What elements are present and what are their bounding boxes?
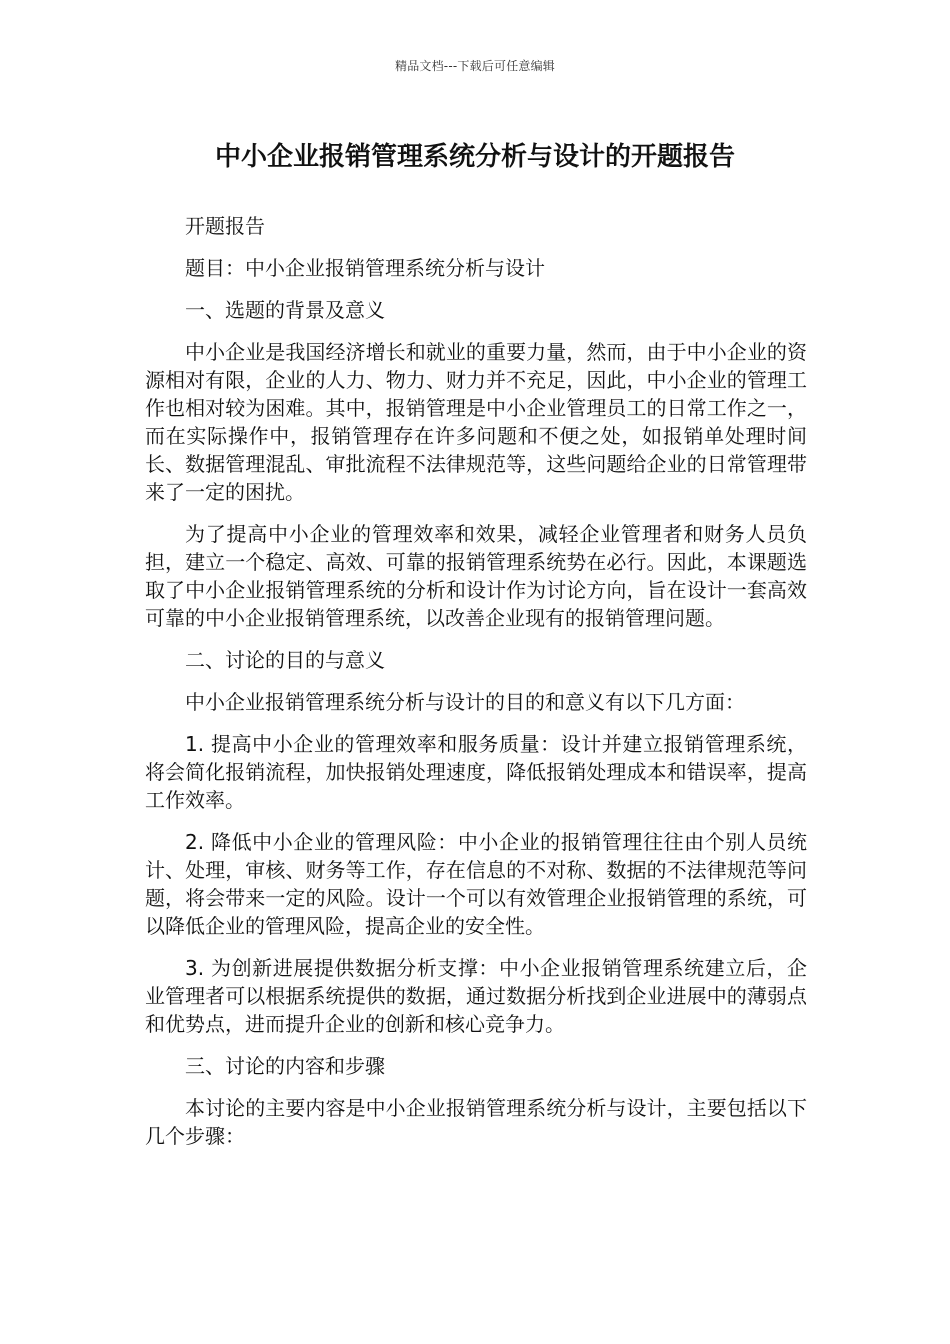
paragraph-goals-intro: 中小企业报销管理系统分析与设计的目的和意义有以下几方面： (185, 690, 745, 714)
paragraph-content-intro: 本讨论的主要内容是中小企业报销管理系统分析与设计，主要包括以下几个步骤： (145, 1096, 807, 1148)
section-heading-goals: 二、讨论的目的与意义 (185, 648, 385, 672)
list-item-1: 1. 提高中小企业的管理效率和服务质量：设计并建立报销管理系统，将会简化报销流程，加快报销处理速度，降低报销处理成本和错误率，提高工作效率。 (145, 732, 807, 812)
section-heading-background: 一、选题的背景及意义 (185, 298, 385, 322)
document-title: 中小企业报销管理系统分析与设计的开题报告 (214, 142, 735, 172)
list-item-3: 3. 为创新进展提供数据分析支撑：中小企业报销管理系统建立后，企业管理者可以根据系统提供的数据，通过数据分析找到企业进展中的薄弱点和优势点，进而提升企业的创新和核心竞争力。 (145, 956, 807, 1036)
document-body (145, 212, 807, 1164)
paragraph-purpose-intro: 为了提高中小企业的管理效率和效果，减轻企业管理者和财务人员负担，建立一个稳定、高效、可靠的报销管理系统势在必行。因此，本课题选取了中小企业报销管理系统的分析和设计作为讨论方向，旨在设计一套高效可靠的中小企业报销管理系统，以改善企业现有的报销管理问题。 (145, 522, 807, 630)
paragraph-background: 中小企业是我国经济增长和就业的重要力量，然而，由于中小企业的资源相对有限，企业的人力、物力、财力并不充足，因此，中小企业的管理工作也相对较为困难。其中，报销管理是中小企业管理员工的日常工作之一，而在实际操作中，报销管理存在许多问题和不便之处，如报销单处理时间长、数据管理混乱、审批流程不法律规范等，这些问题给企业的日常管理带来了一定的困扰。 (145, 340, 807, 504)
header-note: 精品文档---下载后可任意编辑 (395, 59, 555, 73)
paragraph-report-label: 开题报告 (185, 214, 265, 238)
paragraph-topic: 题目：中小企业报销管理系统分析与设计 (185, 256, 545, 280)
list-item-2: 2. 降低中小企业的管理风险：中小企业的报销管理往往由个别人员统计、处理，审核、财务等工作，存在信息的不对称、数据的不法律规范等问题，将会带来一定的风险。设计一个可以有效管理企业报销管理的系统，可以降低企业的管理风险，提高企业的安全性。 (145, 830, 807, 938)
section-heading-content: 三、讨论的内容和步骤 (185, 1054, 385, 1078)
